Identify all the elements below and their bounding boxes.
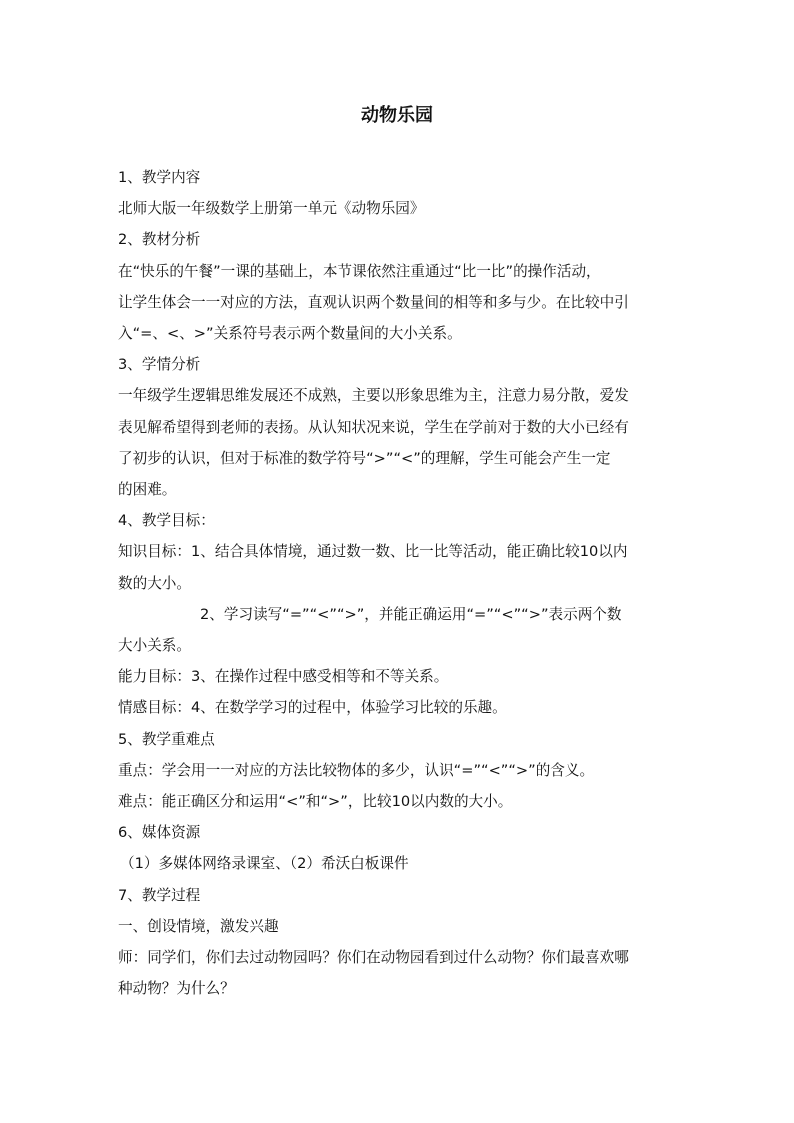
paragraph-line: 表见解希望得到老师的表扬。从认知状况来说，学生在学前对于数的大小已经有	[118, 418, 629, 436]
paragraph-line: 种动物？为什么？	[118, 980, 235, 998]
paragraph-line: 难点：能正确区分和运用“<”和“>”，比较10以内数的大小。	[118, 793, 513, 811]
paragraph-line: 知识目标：1、结合具体情境，通过数一数、比一比等活动，能正确比较10以内	[118, 543, 628, 561]
paragraph-line-indented: 2、学习读写“=”“<”“>”，并能正确运用“=”“<”“>”表示两个数	[200, 605, 622, 623]
document-body	[118, 162, 688, 1004]
section-heading-process: 7、教学过程	[118, 886, 201, 904]
section-heading-content: 1、教学内容	[118, 169, 201, 186]
paragraph-line: 大小关系。	[118, 637, 191, 655]
paragraph-line: 让学生体会一一对应的方法，直观认识两个数量间的相等和多与少。在比较中引	[118, 293, 629, 311]
paragraph-line: 情感目标：4、在数学学习的过程中，体验学习比较的乐趣。	[118, 699, 507, 717]
paragraph-line: 数的大小。	[118, 574, 191, 592]
section-heading-goals: 4、教学目标：	[118, 512, 215, 530]
paragraph-line: 了初步的认识，但对于标准的数学符号“>”“<”的理解，学生可能会产生一定	[118, 449, 611, 467]
paragraph-line: 师：同学们，你们去过动物园吗？你们在动物园看到过什么动物？你们最喜欢哪	[118, 949, 629, 967]
paragraph-line: 重点：学会用一一对应的方法比较物体的多少，认识“=”“<”“>”的含义。	[118, 761, 595, 779]
section-heading-analysis: 2、教材分析	[118, 231, 201, 249]
paragraph-line: （1）多媒体网络录课室、（2）希沃白板课件	[120, 855, 409, 873]
paragraph-line: 一年级学生逻辑思维发展还不成熟，主要以形象思维为主，注意力易分散，爱发	[118, 387, 629, 405]
section-heading-keypoints: 5、教学重难点	[118, 730, 215, 748]
paragraph-line: 能力目标：3、在操作过程中感受相等和不等关系。	[118, 668, 449, 686]
paragraph-line: 的困难。	[118, 481, 177, 499]
paragraph-line: 北师大版一年级数学上册第一单元《动物乐园》	[118, 200, 425, 218]
section-heading-student: 3、学情分析	[118, 356, 201, 374]
paragraph-line: 入“=、<、>”关系符号表示两个数量间的大小关系。	[118, 325, 462, 343]
subheading-line: 一、创设情境，激发兴趣	[118, 917, 279, 935]
document-title: 动物乐园	[361, 105, 433, 126]
section-heading-media: 6、媒体资源	[118, 824, 201, 842]
paragraph-line: 在“快乐的午餐”一课的基础上，本节课依然注重通过“比一比”的操作活动，	[118, 262, 601, 280]
